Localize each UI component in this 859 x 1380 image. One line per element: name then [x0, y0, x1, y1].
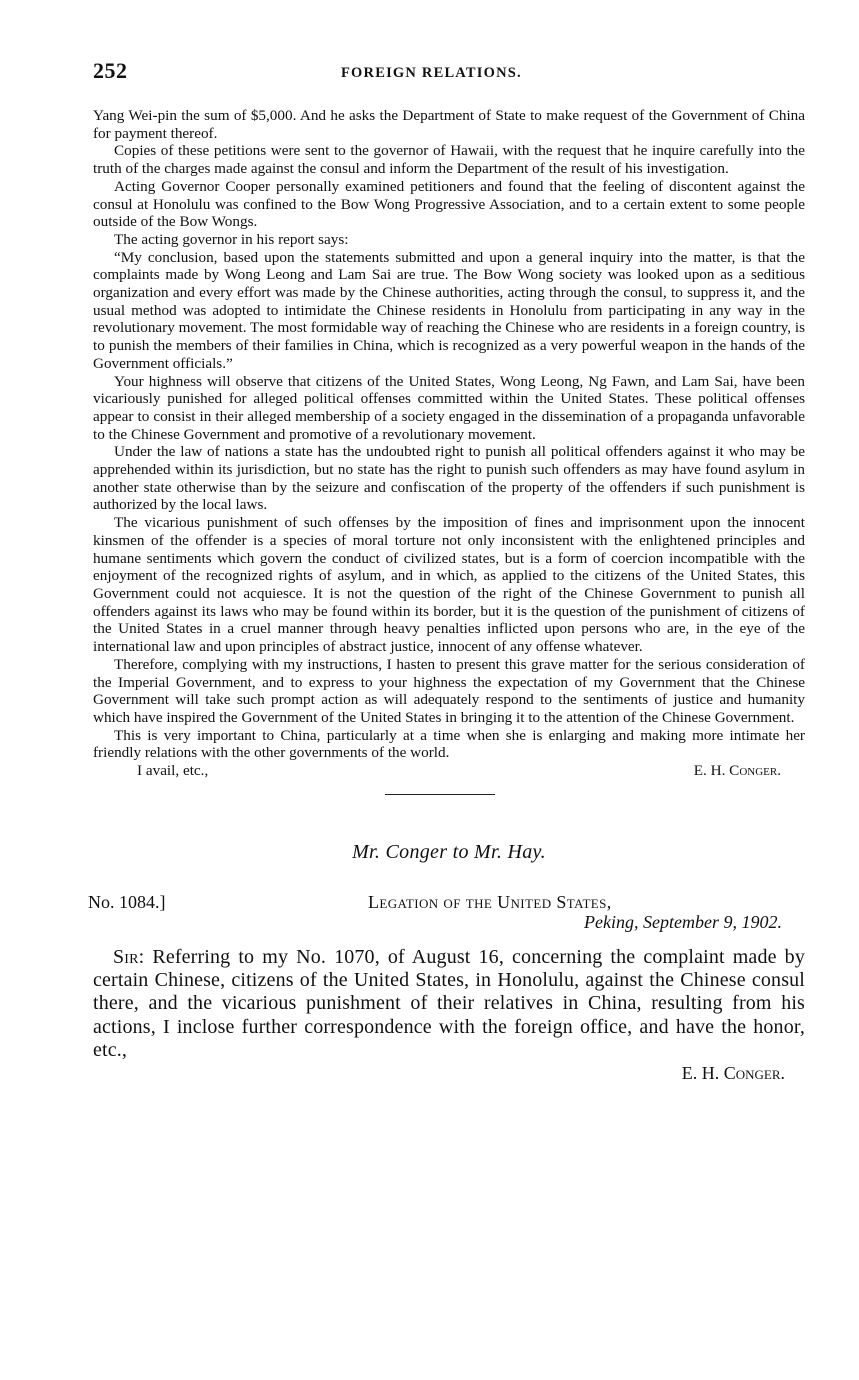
dateline [88, 890, 805, 938]
section-divider [385, 794, 495, 795]
signature: E. H. Conger. [693, 762, 781, 780]
dispatch-paragraph [93, 946, 805, 1062]
letter-body [93, 107, 805, 762]
document-page [88, 58, 805, 1085]
legation-name: Legation of the United States, [368, 892, 612, 913]
quoted-paragraph: “My conclusion, based upon the statements submitted and upon a general inquiry into the matter, is that the complaints made by Wong Leong and Lam Sai are true. The Bow Wong society was looked upon as a seditious organization and every effort was made by the Chinese authorities, acting through the consul, to suppress it, and the usual method was adopted to intimidate the Chinese residents in Honolulu from participating in any way in the revolutionary movement. The most formidable way of reaching the Chinese who are residents in a foreign country, is to punish the members of their families in China, which is recognized as a very powerful weapon in the hands of the Government officials.” [93, 248, 805, 372]
running-head [93, 58, 805, 88]
place-date: Peking, September 9, 1902. [584, 912, 782, 933]
paragraph: This is very important to China, particularly at a time when she is enlarging and making more intimate her friendly relations with the other governments of the world. [93, 726, 805, 762]
complimentary-close: I avail, etc., [137, 762, 209, 780]
dispatch-number: No. 1084.] [88, 892, 166, 913]
dispatch-text: Referring to my No. 1070, of August 16, concerning the complaint made by certain Chinese, citizens of the United States, in Honolulu, against the Chinese consul there, and the vicarious punishment of their relatives in China, resulting from his actions, I inclose further correspondence with the foreign office, and have the honor, etc., [93, 946, 805, 1061]
page-number: 252 [93, 58, 128, 83]
paragraph: Acting Governor Cooper personally examined petitioners and found that the feeling of discontent against the consul at Honolulu was confined to the Bow Wong Progressive Association, and to a certain extent to some people outside of the Bow Wongs. [93, 177, 805, 231]
paragraph: The acting governor in his report says: [114, 230, 349, 248]
paragraph: Your highness will observe that citizens of the United States, Wong Leong, Ng Fawn, and Lam Sai, have been vicariously punished for alleged political offenses committed within the United States. These political offenses appear to consist in their alleged membership of a society engaged in the dissemination of a propaganda unfavorable to the Chinese Government and promotive of a revolutionary movement. [93, 372, 805, 443]
paragraph: Under the law of nations a state has the undoubted right to punish all political offenders against it who may be apprehended within its jurisdiction, but no state has the right to punish such offenders as may have found asylum in another state otherwise than by the seizure and confiscation of the property of the offenders if such punishment is authorized by the local laws. [93, 443, 805, 514]
running-title: FOREIGN RELATIONS. [341, 65, 522, 81]
paragraph: Therefore, complying with my instructions, I hasten to present this grave matter for the serious consideration of the Imperial Government, and to express to your highness the expectation of my Government that the Chinese Government will take such prompt action as will adequately respond to the sentiments of justice and humanity which have inspired the Government of the United States in bringing it to the attention of the Chinese Government. [93, 655, 805, 726]
salutation: Sir: [113, 946, 145, 969]
dispatch-signature: E. H. Conger. [681, 1063, 785, 1084]
dispatch-body [93, 946, 805, 1062]
closing-line [93, 762, 805, 780]
document-heading: Mr. Conger to Mr. Hay. [352, 841, 546, 864]
paragraph: Copies of these petitions were sent to the governor of Hawaii, with the request that he inquire carefully into the truth of the charges made against the consul and inform the Department of the result of his investigation. [93, 142, 805, 178]
paragraph: Yang Wei-pin the sum of $5,000. And he asks the Department of State to make request of the Government of China for payment thereof. [93, 107, 805, 142]
paragraph: The vicarious punishment of such offenses by the imposition of fines and imprisonment upon the innocent kinsmen of the offender is a species of moral torture not only inconsistent with the enlightened principles and humane sentiments which govern the conduct of civilized states, but is a form of coercion incompatible with the enjoyment of the recognized rights of asylum, and in which, as applied to the citizens of the United States, this Government could not acquiesce. It is not the question of the right of the Chinese Government to punish all offenders against its laws who may be found within its border, but it is the question of the punishment of citizens of the United States in a cruel manner through heavy penalties inflicted upon persons who are, in the eye of the international law and upon principles of abstract justice, innocent of any offense whatever. [93, 514, 805, 656]
